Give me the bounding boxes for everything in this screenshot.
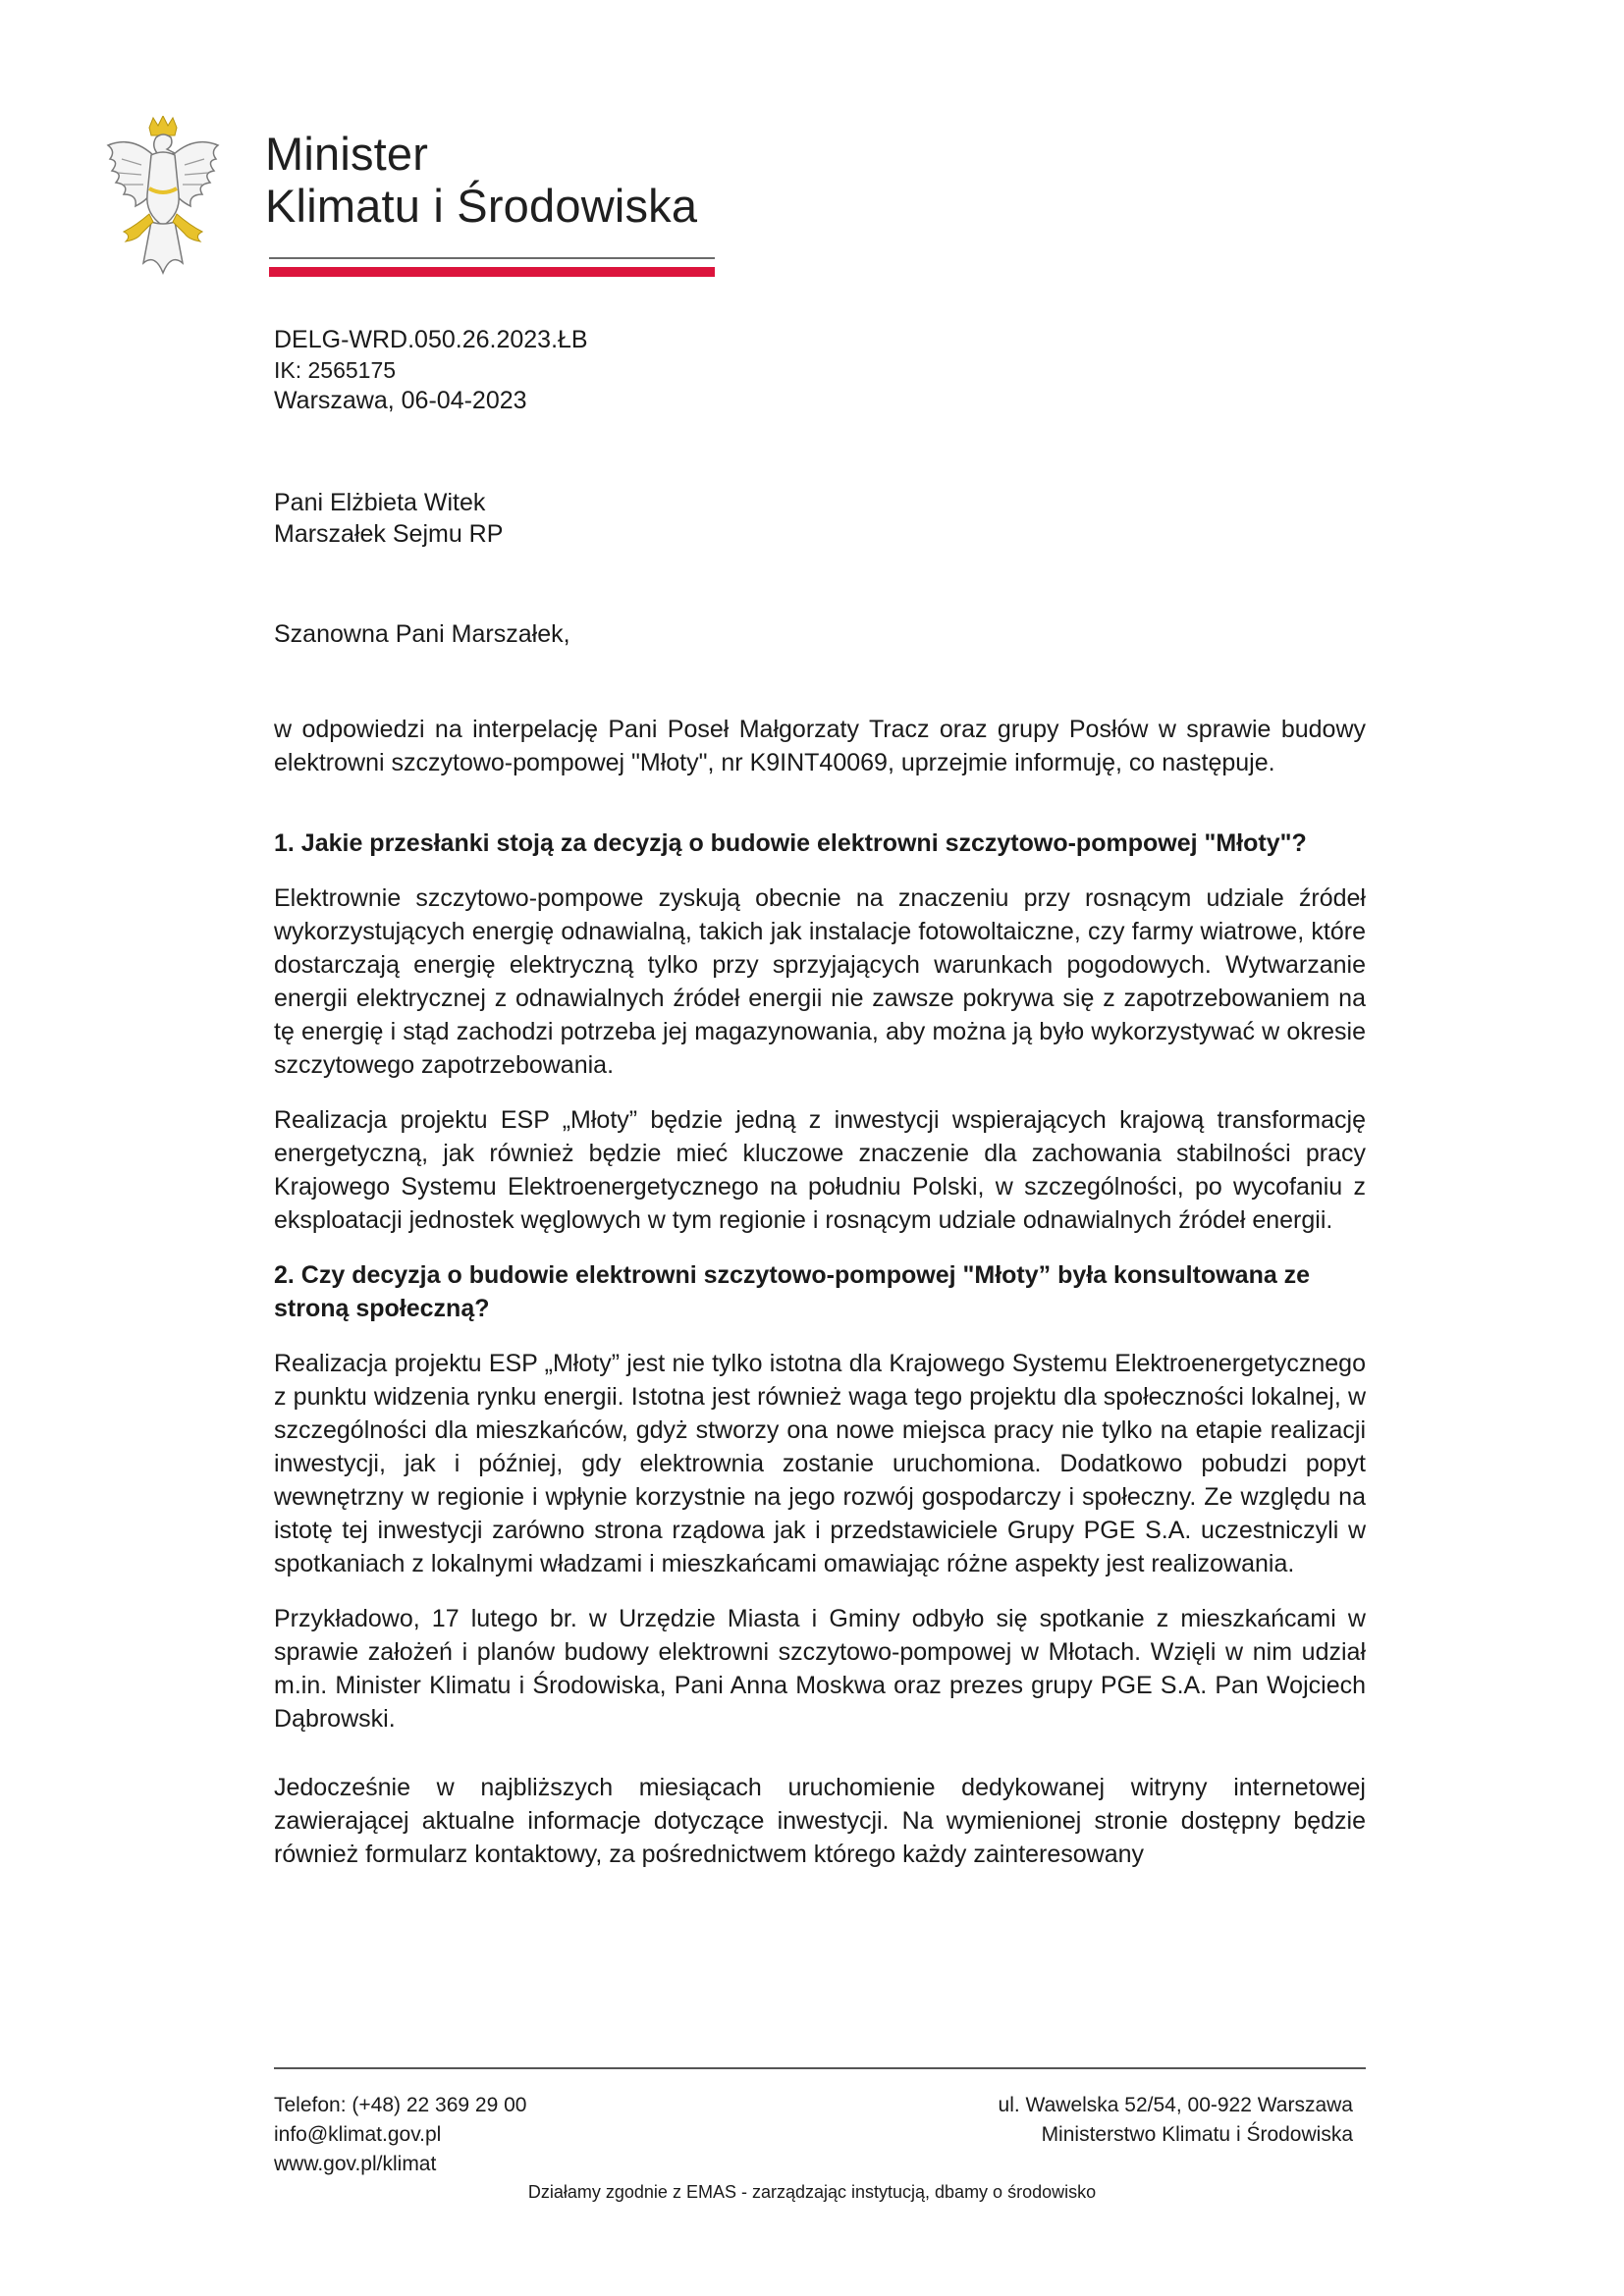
question-1-heading: 1. Jakie przesłanki stoją za decyzją o budowie elektrowni szczytowo-pompowej "Młoty"? bbox=[274, 829, 1307, 857]
question-2-paragraph-3: Jedocześnie w najbliższych miesiącach uruchomienie dedykowanej witryny internetowej zawierającej aktualne informacje dotyczące inwestycji. Na wymienionej stronie dostępny będzie również formularz kontaktowy, za pośrednictwem którego każdy zainteresowany bbox=[274, 1774, 1366, 1868]
intro-paragraph: w odpowiedzi na interpelację Pani Poseł Małgorzaty Tracz oraz grupy Posłów w sprawie budowy elektrowni szczytowo-pompowej "Młoty", nr K9INT40069, uprzejmie informuję, co następuje. bbox=[274, 716, 1366, 776]
footer-phone: Telefon: (+48) 22 369 29 00 bbox=[274, 2094, 527, 2116]
addressee-name: Pani Elżbieta Witek bbox=[274, 489, 486, 516]
institution-line2: Klimatu i Środowiska bbox=[265, 180, 698, 232]
footer-emas-note: Działamy zgodnie z EMAS - zarządzając instytucją, dbamy o środowisko bbox=[527, 2182, 1097, 2202]
polish-eagle-emblem-icon bbox=[102, 116, 224, 277]
footer-street: ul. Wawelska 52/54, 00-922 Warszawa bbox=[998, 2094, 1353, 2116]
question-1-paragraph-1: Elektrownie szczytowo-pompowe zyskują obecnie na znaczeniu przy rosnącym udziale źródeł wykorzystujących energię odnawialną, takich jak instalacje fotowoltaiczne, czy farmy wiatrowe, które dostarczają energię elektryczną tylko przy sprzyjających warunkach pogodowych. Wytwarzanie energii elektrycznej z odnawialnych źródeł energii nie zawsze pokrywa się z zapotrzebowaniem na tę energię i stąd zachodzi potrzeba jej magazynowania, aby można ją było wykorzystywać w okresie szczytowego zapotrzebowania. bbox=[274, 884, 1366, 1079]
footer-email[interactable]: info@klimat.gov.pl bbox=[274, 2123, 442, 2146]
footer-address bbox=[999, 2091, 1353, 2150]
letter-body bbox=[274, 713, 1366, 1893]
addressee-role: Marszałek Sejmu RP bbox=[274, 520, 504, 548]
question-2-paragraph-2: Przykładowo, 17 lutego br. w Urzędzie Miasta i Gminy odbyło się spotkanie z mieszkańcami w sprawie założeń i planów budowy elektrowni szczytowo-pompowej w Młotach. Wzięli w nim udział m.in. Minister Klimatu i Środowiska, Pani Anna Moskwa oraz prezes grupy PGE S.A. Pan Wojciech Dąbrowski. bbox=[274, 1605, 1366, 1733]
question-2-paragraph-1: Realizacja projektu ESP „Młoty” jest nie tylko istotna dla Krajowego Systemu Elektroenergetycznego z punktu widzenia rynku energii. Istotna jest również waga tego projektu dla społeczności lokalnej, w szczególności dla mieszkańców, gdyż stworzy ona nowe miejsca pracy nie tylko na etapie realizacji inwestycji, jak i później, gdy elektrownia zostanie uruchomiona. Dodatkowo pobudzi popyt wewnętrzny w regionie i wpłynie korzystnie na jego rozwój gospodarczy i społeczny. Ze względu na istotę tej inwestycji zarówno strona rządowa jak i przedstawiciele Grupy PGE S.A. uczestniczyli w spotkaniach z lokalnymi władzami i mieszkańcami omawiając różne aspekty jest realizowania. bbox=[274, 1350, 1366, 1577]
institution-line1: Minister bbox=[265, 128, 429, 180]
reference-ik: IK: 2565175 bbox=[274, 357, 397, 383]
footer-contact bbox=[274, 2091, 526, 2179]
place-date: Warszawa, 06-04-2023 bbox=[274, 387, 527, 414]
reference-sign: DELG-WRD.050.26.2023.ŁB bbox=[274, 326, 588, 353]
footer-ministry: Ministerstwo Klimatu i Środowiska bbox=[1041, 2123, 1353, 2146]
salutation: Szanowna Pani Marszałek, bbox=[274, 620, 570, 648]
footer-website[interactable]: www.gov.pl/klimat bbox=[274, 2153, 437, 2175]
header-red-bar bbox=[269, 267, 715, 277]
footer-divider bbox=[274, 2067, 1366, 2069]
header-divider bbox=[269, 257, 715, 259]
institution-name bbox=[265, 128, 697, 232]
question-2-heading: 2. Czy decyzja o budowie elektrowni szczytowo-pompowej "Młoty” była konsultowana ze stroną społeczną? bbox=[274, 1261, 1311, 1322]
question-1-paragraph-2: Realizacja projektu ESP „Młoty” będzie jedną z inwestycji wspierających krajową transformację energetyczną, jak również będzie mieć kluczowe znaczenie dla zachowania stabilności pracy Krajowego Systemu Elektroenergetycznego na południu Polski, w szczególności, po wycofaniu z eksploatacji jednostek węglowych w tym regionie i rosnącym udziale odnawialnych źródeł energii. bbox=[274, 1106, 1366, 1234]
